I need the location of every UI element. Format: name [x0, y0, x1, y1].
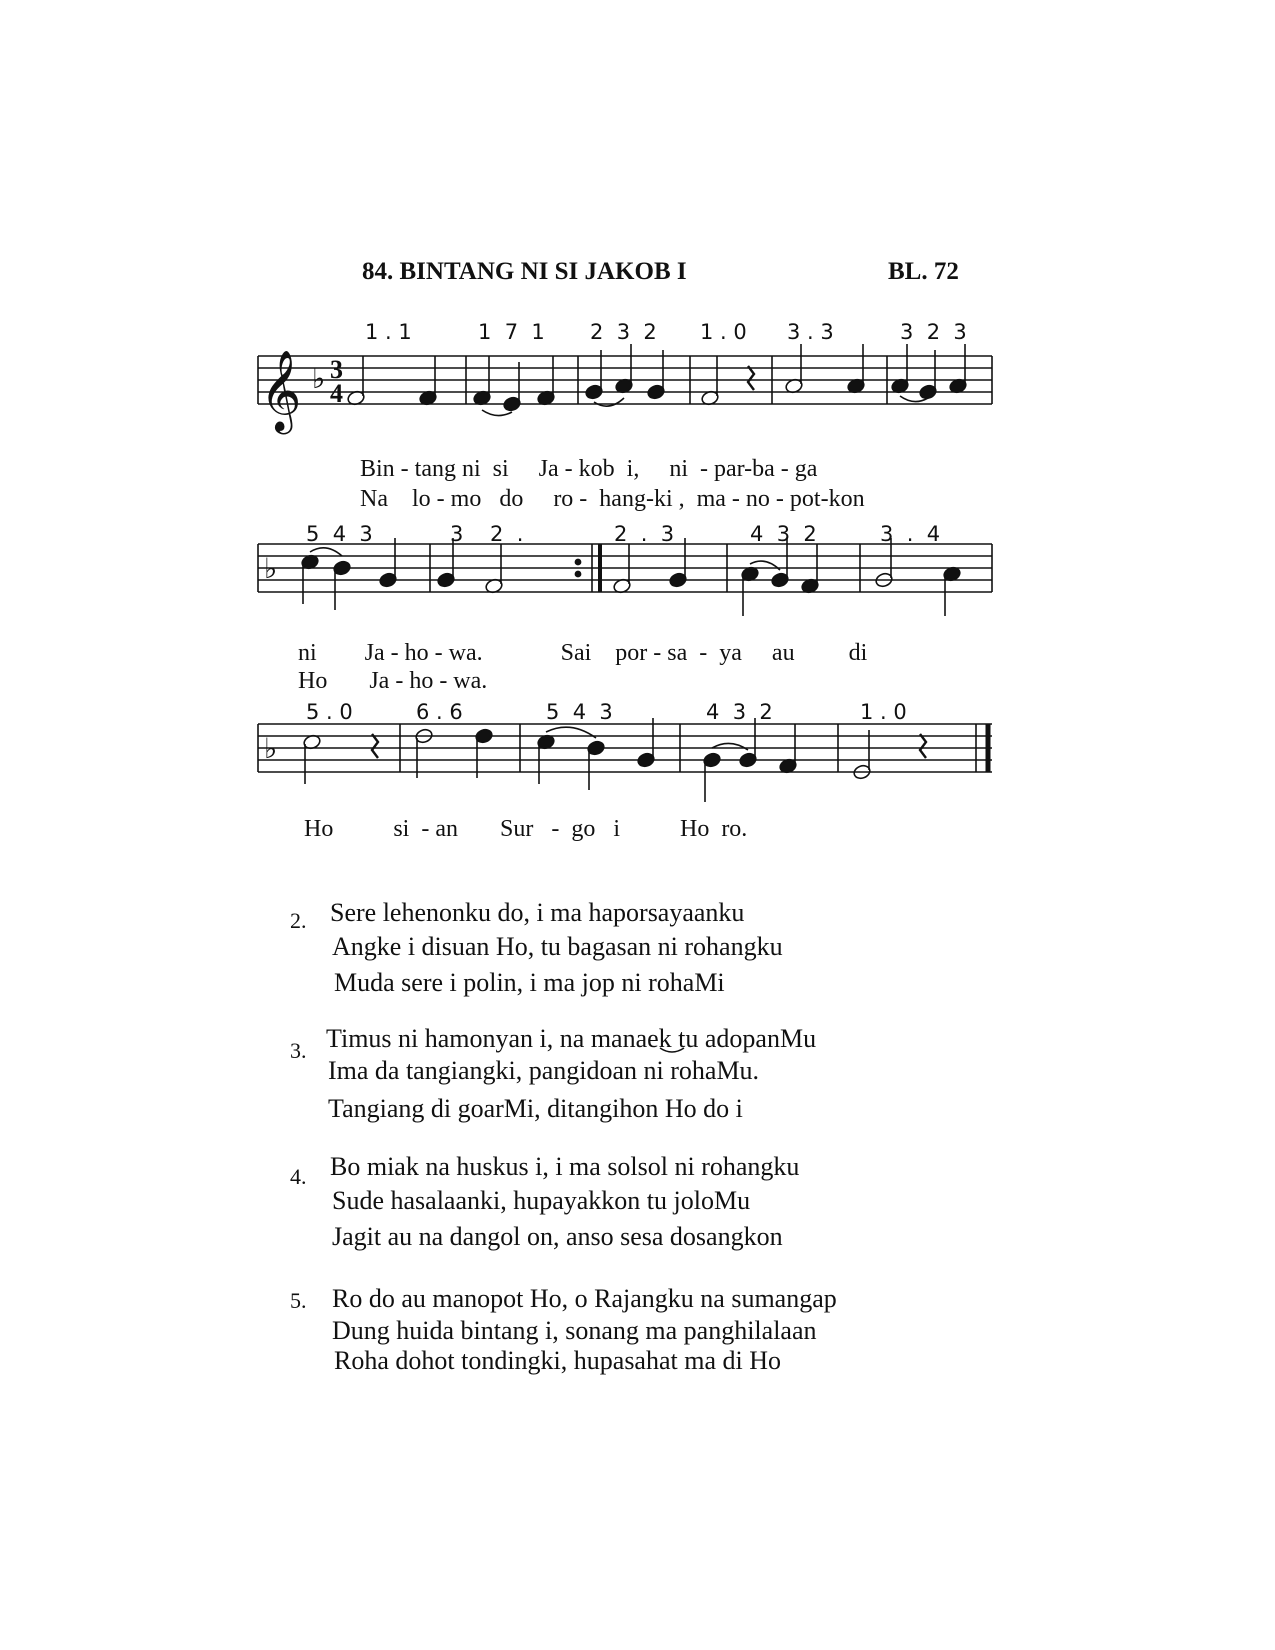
cipher-group: 6 . 6 — [416, 700, 463, 724]
verse-line: Muda sere i polin, i ma jop ni rohaMi — [334, 968, 725, 997]
verse-line: Dung huida bintang i, sonang ma panghilalaan — [332, 1316, 817, 1345]
verse-line: Sere lehenonku do, i ma haporsayaanku — [330, 898, 745, 927]
treble-clef-icon — [260, 349, 301, 434]
cipher-group: 3 . 3 — [787, 320, 834, 344]
svg-text:4: 4 — [330, 379, 343, 408]
lyrics-line: Ho Ja - ho - wa. — [298, 668, 488, 694]
cipher-group: 2 . 3 — [614, 522, 675, 546]
staff-system-3 — [258, 724, 992, 772]
verse-number: 4. — [290, 1164, 307, 1189]
svg-text:3: 3 — [330, 355, 343, 384]
cipher-numbers-row-2 — [0, 522, 1275, 552]
svg-text:♭: ♭ — [312, 362, 326, 395]
cipher-group: 1 . 0 — [700, 320, 747, 344]
lyrics-line: Na lo - mo do ro - hang-ki , ma - no - pot-kon — [360, 486, 865, 512]
time-signature — [330, 355, 343, 408]
cipher-group: 2 3 2 — [590, 320, 657, 344]
cipher-group: 5 . 0 — [306, 700, 353, 724]
verse-number: 3. — [290, 1038, 307, 1063]
lyrics-line: ni Ja - ho - wa. Sai por - sa - ya au di — [298, 640, 868, 666]
cipher-group: 5 4 3 — [306, 522, 373, 546]
hymn-title: 84. BINTANG NI SI JAKOB I — [362, 258, 687, 285]
cipher-group: 1 7 1 — [478, 320, 545, 344]
cipher-group: 3 2 3 — [900, 320, 967, 344]
svg-text:♭: ♭ — [264, 732, 278, 765]
cipher-numbers-row-3 — [0, 700, 1275, 730]
cipher-group: 3 . 4 — [880, 522, 941, 546]
cipher-group: 1 . 1 — [365, 320, 412, 344]
lyrics-line: Bin - tang ni si Ja - kob i, ni - par-ba - ga — [360, 456, 818, 482]
verse-line: Jagit au na dangol on, anso sesa dosangkon — [332, 1222, 783, 1251]
cipher-group: 3 2 . — [450, 522, 524, 546]
verse-line: Bo miak na huskus i, i ma solsol ni rohangku — [330, 1152, 800, 1181]
verse-number: 2. — [290, 908, 307, 933]
lyrics-line: Ho si - an Sur - go i Ho ro. — [304, 816, 748, 842]
cipher-group: 1 . 0 — [860, 700, 907, 724]
verse-line: Roha dohot tondingki, hupasahat ma di Ho — [334, 1346, 782, 1375]
cipher-group: 4 3 2 — [706, 700, 773, 724]
verse-line: Angke i disuan Ho, tu bagasan ni rohangku — [332, 932, 783, 961]
verse-line: Tangiang di goarMi, ditangihon Ho do i — [328, 1094, 743, 1123]
svg-text:𝄞: 𝄞 — [260, 349, 302, 431]
verse-line: Timus ni hamonyan i, na manaek tu adopanMu — [326, 1024, 817, 1053]
verse-number: 5. — [290, 1288, 307, 1313]
verse-line: Ima da tangiangki, pangidoan ni rohaMu. — [328, 1056, 760, 1085]
hymn-reference: BL. 72 — [888, 258, 959, 285]
svg-text:♭: ♭ — [264, 552, 278, 585]
cipher-group: 5 4 3 — [546, 700, 613, 724]
verse-line: Ro do au manopot Ho, o Rajangku na sumangap — [332, 1284, 837, 1313]
cipher-group: 4 3 2 — [750, 522, 817, 546]
verse-line: Sude hasalaanki, hupayakkon tu joloMu — [332, 1186, 751, 1215]
